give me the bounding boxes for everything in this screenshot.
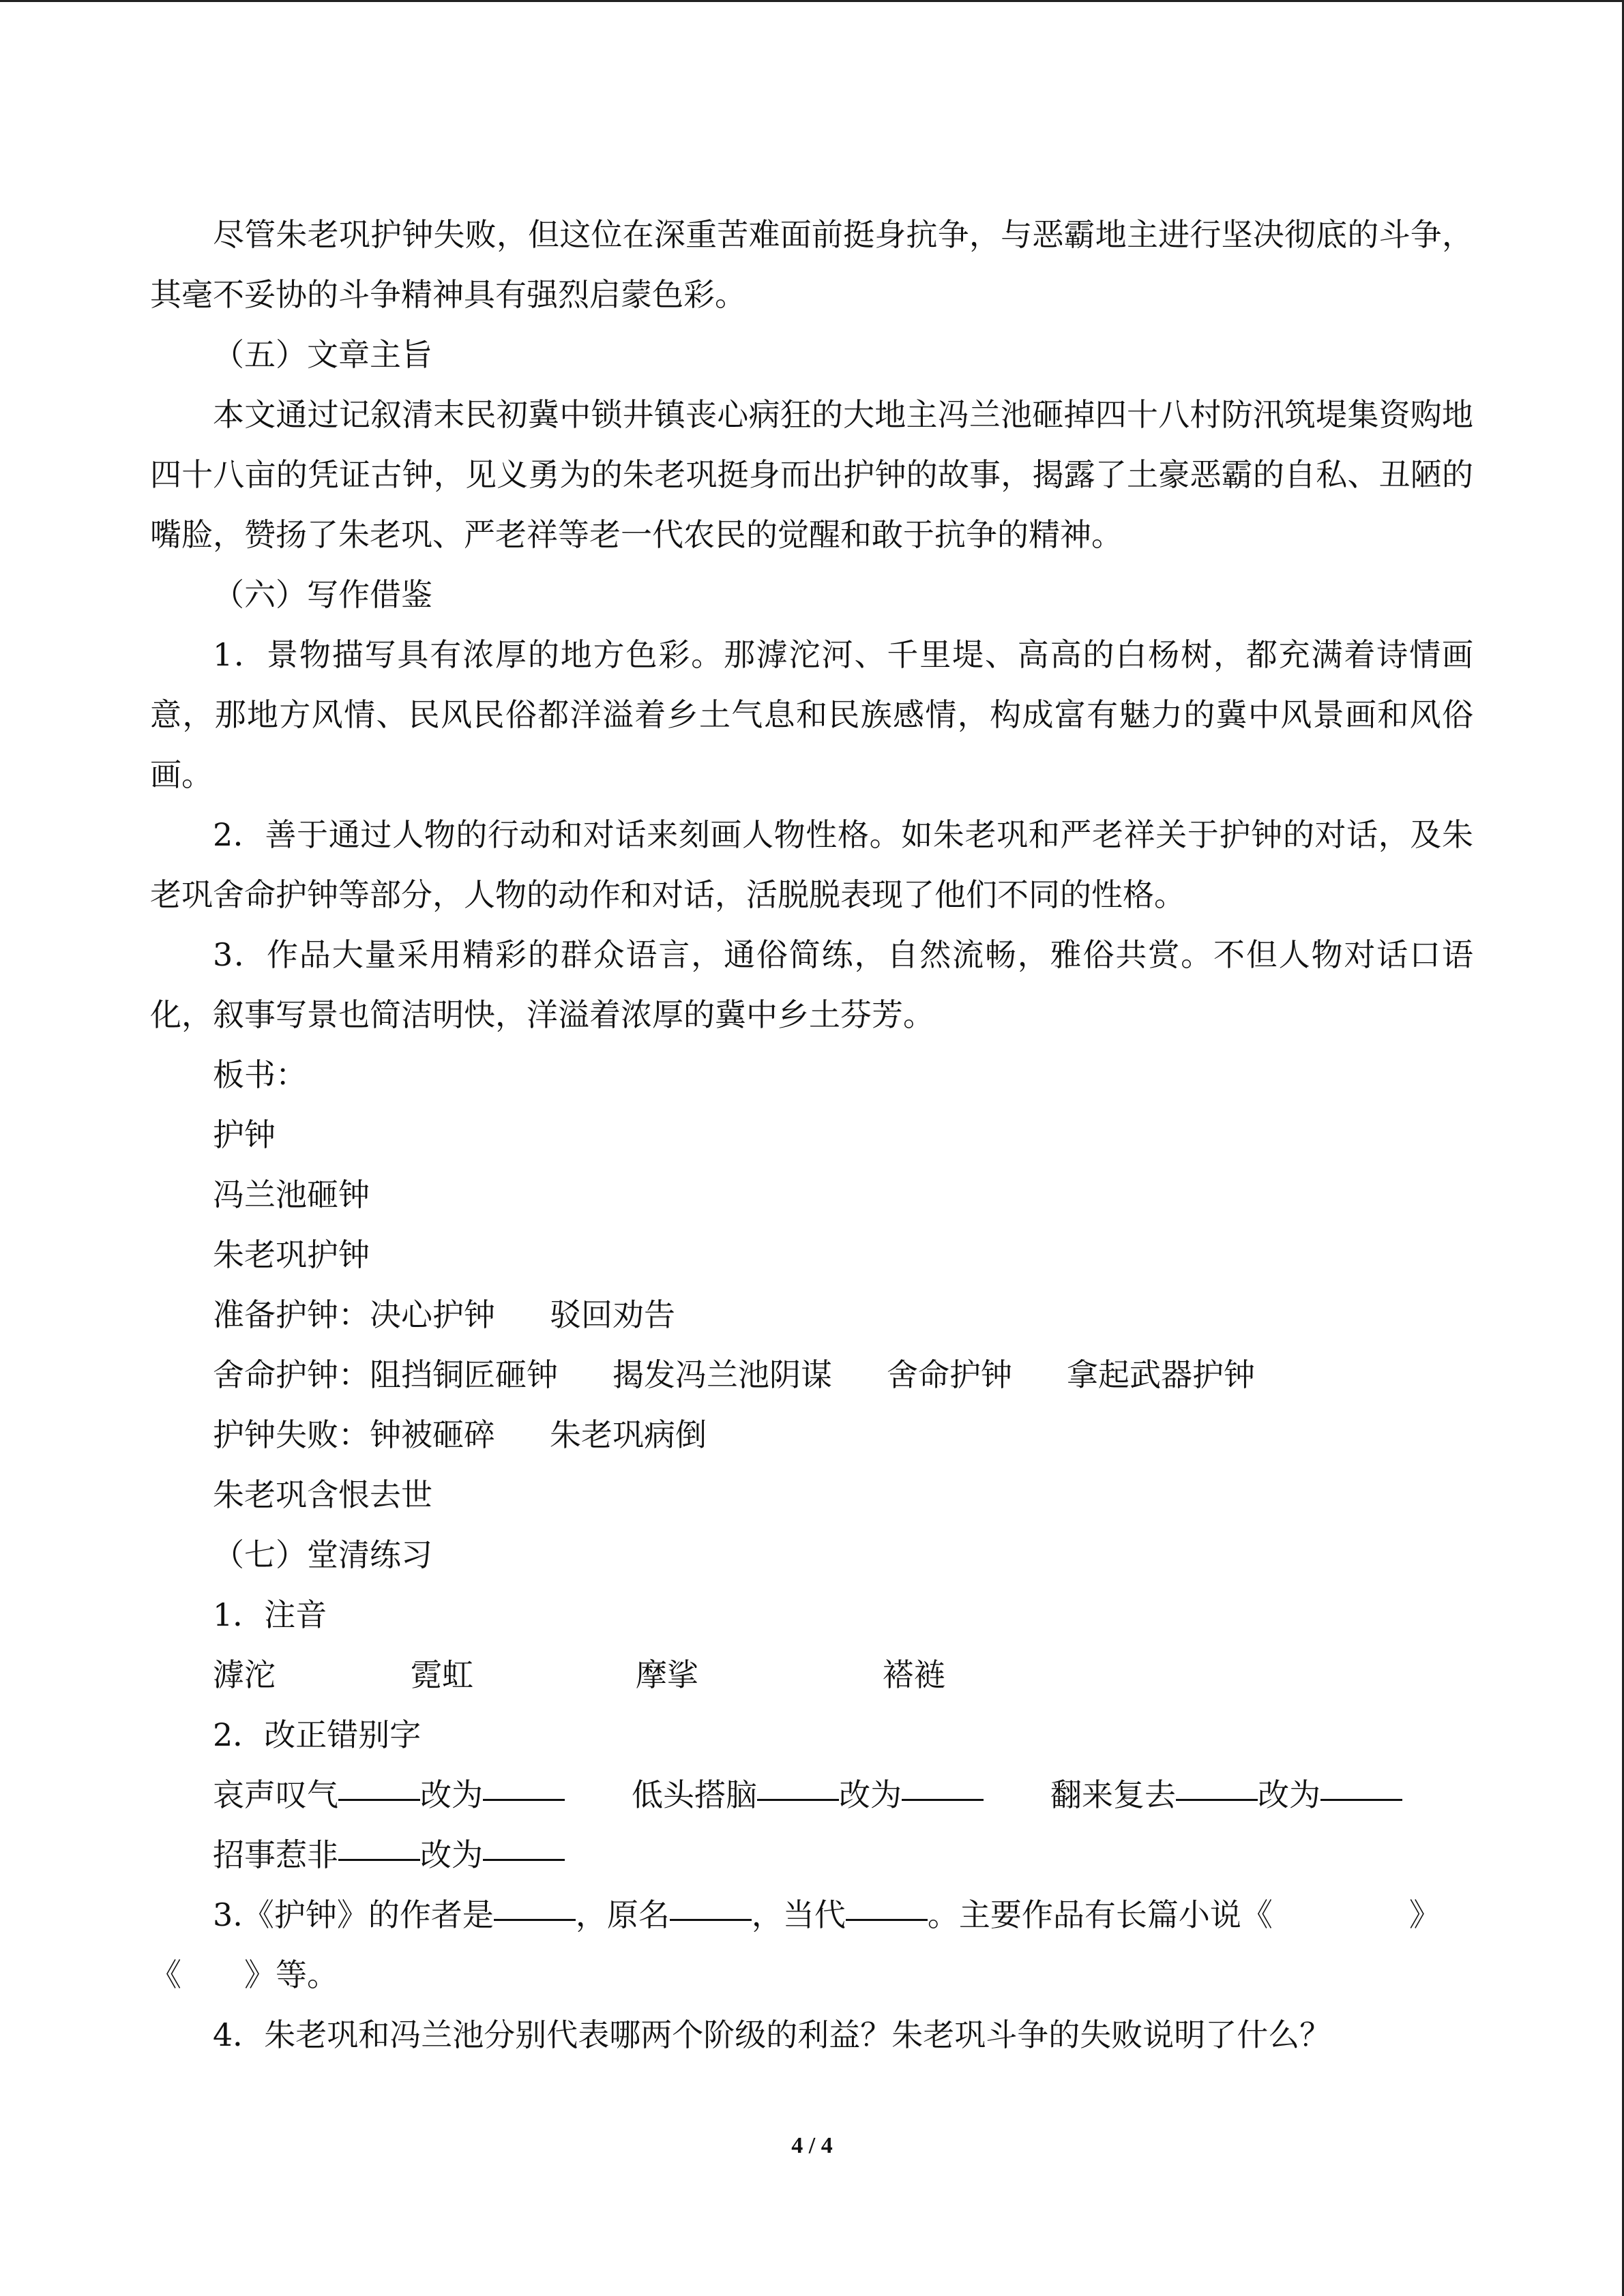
change-label: 改为 — [420, 1836, 483, 1873]
writing-point-3: 3．作品大量采用精彩的群众语言，通俗简练，自然流畅，雅俗共赏。不但人物对话口语化，叙事写景也简洁明快，洋溢着浓厚的冀中乡土芬芳。 — [150, 936, 1473, 1033]
board-line-title: 护钟 — [213, 1116, 276, 1153]
q3-text: 。主要作品有长篇小说《 — [927, 1896, 1273, 1933]
wrong-word: 哀声叹气 — [213, 1776, 338, 1813]
word: 霓虹 — [411, 1656, 473, 1693]
word: 滹沱 — [213, 1656, 276, 1693]
document-body — [150, 205, 1473, 2065]
question-1: 1．注音 — [213, 1596, 327, 1633]
answer-blank[interactable] — [902, 1765, 984, 1801]
q3-text: ，原名 — [575, 1896, 670, 1933]
writing-point-1: 1．景物描写具有浓厚的地方色彩。那滹沱河、千里堤、高高的白杨树，都充满着诗情画意，那地方风情、民风民俗都洋溢着乡土气息和民族感情，构成富有魅力的冀中风景画和风俗画。 — [150, 636, 1473, 793]
paragraph-conclusion: 尽管朱老巩护钟失败，但这位在深重苦难面前挺身抗争，与恶霸地主进行坚决彻底的斗争，其毫不妥协的斗争精神具有强烈启蒙色彩。 — [150, 216, 1473, 313]
change-label: 改为 — [839, 1776, 902, 1813]
wrong-word: 低头搭脑 — [632, 1776, 757, 1813]
answer-blank[interactable] — [483, 1825, 565, 1861]
board-line-2: 冯兰池砸钟 — [213, 1176, 370, 1213]
board-label: 板书： — [213, 1056, 307, 1093]
wrong-word: 招事惹非 — [213, 1836, 338, 1873]
board-line-6 — [150, 1405, 1473, 1465]
question-2: 2．改正错别字 — [213, 1716, 422, 1753]
board-item: 揭发冯兰池阴谋 — [612, 1356, 832, 1393]
section-heading-writing: （六）写作借鉴 — [213, 576, 432, 613]
question-3-line-1 — [150, 1885, 1473, 1945]
top-border — [0, 0, 1624, 2]
change-label: 改为 — [420, 1776, 483, 1813]
board-line-7: 朱老巩含恨去世 — [213, 1476, 432, 1513]
answer-blank[interactable] — [483, 1765, 565, 1801]
answer-blank[interactable] — [670, 1885, 752, 1921]
question-3-line-2: 《 》等。 — [150, 1956, 338, 1993]
page-number: 4 / 4 — [791, 2133, 833, 2158]
answer-blank[interactable] — [1176, 1765, 1258, 1801]
answer-blank[interactable] — [338, 1765, 420, 1801]
q3-text: 3.《护钟》的作者是 — [213, 1896, 494, 1933]
change-label: 改为 — [1258, 1776, 1320, 1813]
board-line-3: 朱老巩护钟 — [213, 1236, 370, 1273]
paragraph-theme: 本文通过记叙清末民初冀中锁井镇丧心病狂的大地主冯兰池砸掉四十八村防汛筑堤集资购地四十八亩的凭证古钟，见义勇为的朱老巩挺身而出护钟的故事，揭露了土豪恶霸的自私、丑陋的嘴脸，赞扬了朱老巩、严老祥等老一代农民的觉醒和敢于抗争的精神。 — [150, 396, 1473, 553]
word: 摩挲 — [636, 1656, 698, 1693]
board-line-4 — [150, 1285, 1473, 1345]
board-item: 驳回劝告 — [550, 1296, 675, 1333]
answer-blank[interactable] — [494, 1885, 576, 1921]
board-item: 拿起武器护钟 — [1067, 1356, 1255, 1393]
board-item: 舍命护钟：阻挡铜匠砸钟 — [213, 1356, 558, 1393]
section-heading-theme: （五）文章主旨 — [213, 336, 432, 373]
answer-blank[interactable] — [1320, 1765, 1402, 1801]
q3-text: 》 — [1408, 1896, 1441, 1933]
board-item: 护钟失败：钟被砸碎 — [213, 1416, 495, 1453]
board-item: 朱老巩病倒 — [550, 1416, 707, 1453]
correction-row-2 — [150, 1825, 1473, 1885]
writing-point-2: 2．善于通过人物的行动和对话来刻画人物性格。如朱老巩和严老祥关于护钟的对话，及朱老巩舍命护钟等部分，人物的动作和对话，活脱脱表现了他们不同的性格。 — [150, 816, 1473, 913]
wrong-word: 翻来复去 — [1050, 1776, 1176, 1813]
word: 褡裢 — [883, 1656, 945, 1693]
section-heading-exercise: （七）堂清练习 — [213, 1536, 432, 1573]
q3-text: ，当代 — [751, 1896, 846, 1933]
board-item: 准备护钟：决心护钟 — [213, 1296, 495, 1333]
answer-blank[interactable] — [846, 1885, 928, 1921]
pinyin-words — [150, 1645, 1473, 1705]
answer-blank[interactable] — [757, 1765, 839, 1801]
board-line-5 — [150, 1345, 1473, 1405]
question-4: 4．朱老巩和冯兰池分别代表哪两个阶级的利益？朱老巩斗争的失败说明了什么？ — [213, 2016, 1331, 2053]
correction-row-1 — [150, 1765, 1473, 1825]
answer-blank[interactable] — [338, 1825, 420, 1861]
board-item: 舍命护钟 — [887, 1356, 1012, 1393]
